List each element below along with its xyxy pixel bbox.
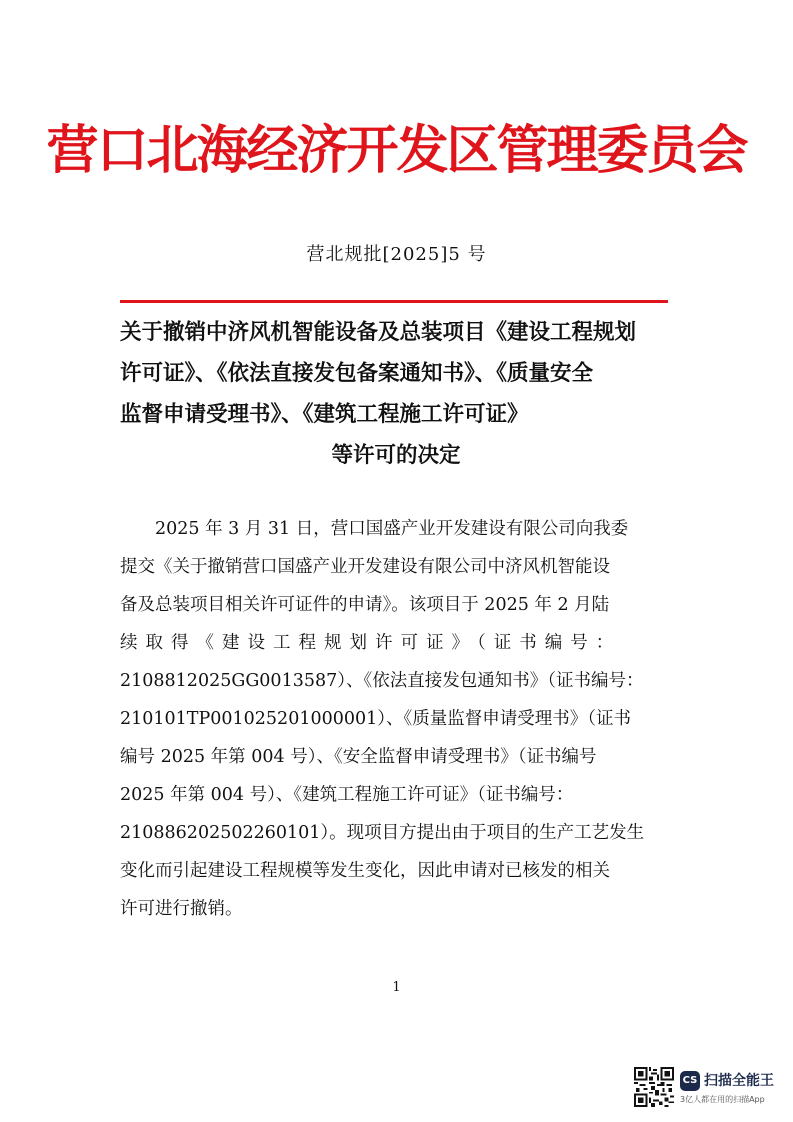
body-line: 编号 2025 年第 004 号）、《安全监督申请受理书》（证书编号 (120, 747, 597, 767)
camscanner-logo: CS (680, 1071, 700, 1091)
body-line: 210886202502260101）。现项目方提出由于项目的生产工艺发生 (120, 823, 645, 843)
body-line: 许可进行撤销。 (120, 899, 243, 919)
body-line: 备及总装项目相关许可证件的申请》。该项目于 2025 年 2 月陆 (120, 595, 610, 615)
issuer-title: 营口北海经济开发区管理委员会 (46, 121, 747, 181)
body-line: 2108812025GG0013587）、《依法直接发包通知书》（证书编号： (120, 671, 644, 691)
scanner-app-name: 扫描全能王 (704, 1073, 774, 1089)
body-line: 续取得《建设工程规划许可证》（证书编号： (120, 633, 622, 653)
qr-code-icon (634, 1067, 674, 1107)
body-line: 2025 年 3 月 31 日，营口国盛产业开发建设有限公司向我委 (155, 519, 629, 539)
body-paragraph (120, 510, 676, 928)
decision-title (120, 312, 672, 476)
body-line: 210101TP001025201000001）、《质量监督申请受理书》（证书 (120, 709, 632, 729)
body-line: 2025 年第 004 号）、《建筑工程施工许可证》（证书编号： (120, 785, 574, 805)
scanner-watermark (634, 1067, 784, 1111)
document-number: 营北规批[2025]5 号 (306, 244, 487, 265)
red-divider (120, 300, 668, 303)
title-line: 关于撤销中济风机智能设备及总装项目《建设工程规划 (120, 320, 637, 345)
body-line: 提交《关于撤销营口国盛产业开发建设有限公司中济风机智能设 (120, 557, 610, 577)
title-line: 等许可的决定 (331, 443, 461, 468)
title-line: 许可证》、《依法直接发包备案通知书》、《质量安全 (120, 361, 594, 386)
page-number: 1 (392, 980, 401, 995)
body-line: 变化而引起建设工程规模等发生变化，因此申请对已核发的相关 (120, 861, 610, 881)
scanner-tagline: 3亿人都在用的扫描App (680, 1095, 765, 1104)
title-line: 监督申请受理书》、《建筑工程施工许可证》 (120, 402, 529, 427)
